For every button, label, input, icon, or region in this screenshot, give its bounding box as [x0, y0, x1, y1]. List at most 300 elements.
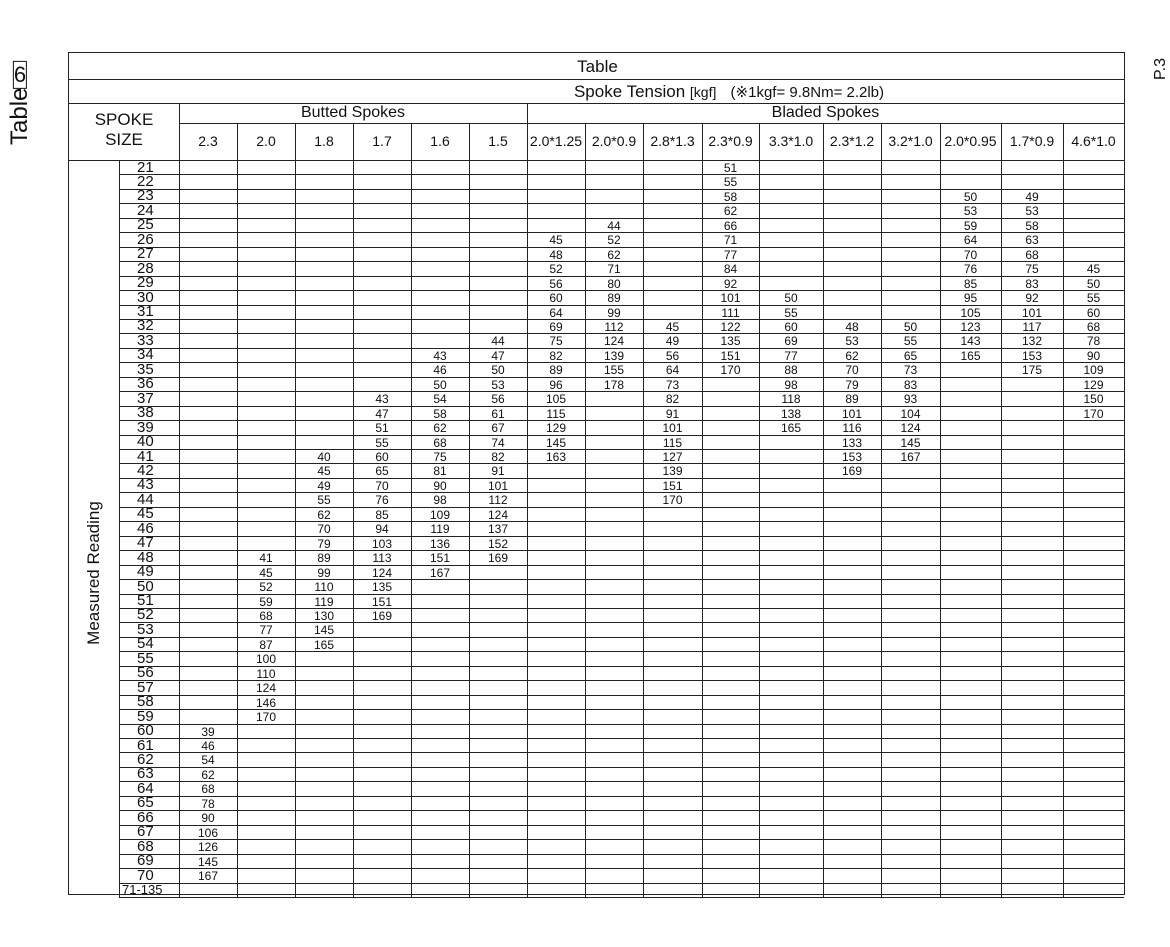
column-header: 2.8*1.3 — [650, 133, 695, 149]
row-rule — [119, 781, 1124, 782]
row-reading: 62 — [137, 750, 154, 768]
table-cell: 178 — [603, 377, 625, 392]
table-cell: 105 — [545, 392, 567, 407]
rule-group — [179, 123, 1124, 124]
table-cell: 48 — [549, 247, 563, 262]
row-reading: 36 — [137, 375, 154, 393]
table-cell: 66 — [723, 218, 738, 233]
row-reading: 54 — [137, 635, 154, 653]
row-rule — [119, 435, 1124, 436]
table-cell: 55 — [317, 493, 331, 508]
row-rule — [119, 478, 1124, 479]
table-cell: 52 — [549, 262, 563, 277]
row-reading: 53 — [137, 620, 154, 638]
table-cell: 54 — [433, 392, 447, 407]
table-cell: 68 — [1086, 319, 1101, 334]
table-cell: 78 — [201, 796, 215, 811]
column-header: 1.8 — [314, 133, 334, 149]
table-cell: 103 — [371, 536, 393, 551]
row-reading: 47 — [137, 534, 154, 552]
table-cell: 146 — [255, 695, 277, 710]
table-cell: 82 — [549, 348, 563, 363]
row-reading: 41 — [137, 447, 154, 465]
table-cell: 51 — [375, 421, 389, 436]
column-header: 2.0*0.9 — [591, 133, 637, 149]
table-cell: 65 — [903, 348, 918, 363]
table-cell: 163 — [545, 450, 567, 464]
column-header: 1.6 — [430, 133, 450, 149]
table-cell: 41 — [259, 551, 273, 566]
table-cell: 83 — [1025, 276, 1039, 291]
row-reading: 38 — [137, 404, 154, 422]
table-cell: 91 — [491, 464, 505, 479]
table-cell: 124 — [255, 681, 277, 696]
table-cell: 83 — [903, 377, 918, 392]
table-cell: 151 — [371, 594, 393, 609]
table-cell: 45 — [259, 565, 273, 580]
table-cell: 79 — [845, 377, 859, 392]
table-cell: 49 — [317, 478, 331, 493]
table-cell: 56 — [549, 276, 563, 291]
row-rule — [119, 174, 1124, 175]
table-cell: 81 — [433, 464, 447, 479]
table-cell: 45 — [665, 319, 680, 334]
table-cell: 98 — [433, 493, 447, 508]
row-rule — [119, 738, 1124, 739]
table-subtitle — [529, 82, 929, 102]
table-cell: 40 — [317, 450, 331, 464]
table-cell: 49 — [1025, 189, 1039, 204]
table-cell: 152 — [487, 536, 509, 551]
row-reading: 45 — [137, 505, 154, 523]
table-cell: 55 — [784, 305, 798, 320]
table-cell: 167 — [197, 869, 219, 884]
table-cell: 169 — [487, 551, 509, 566]
table-cell: 124 — [900, 421, 921, 436]
row-rule — [119, 854, 1124, 855]
table-cell: 71 — [607, 262, 621, 277]
table-cell: 46 — [433, 363, 447, 378]
table-cell: 73 — [903, 363, 918, 378]
table-cell: 51 — [723, 161, 738, 175]
row-reading: 71-135 — [122, 882, 163, 897]
table-cell: 46 — [201, 739, 215, 753]
table-cell: 50 — [784, 291, 798, 306]
column-header: 2.0*1.25 — [529, 133, 583, 149]
row-rule — [119, 752, 1124, 753]
column-header: 4.6*1.0 — [1071, 133, 1116, 149]
column-header: 2.0*0.95 — [944, 133, 997, 149]
table-cell: 60 — [549, 291, 563, 306]
table-cell: 155 — [603, 363, 625, 378]
row-reading: 42 — [137, 461, 154, 479]
row-rule — [119, 449, 1124, 450]
column-header: 1.7 — [372, 133, 392, 149]
table-cell: 55 — [1086, 291, 1101, 306]
row-rule — [119, 492, 1124, 493]
table-cell: 167 — [429, 565, 451, 580]
table-cell: 165 — [960, 348, 981, 363]
table-cell: 55 — [375, 435, 389, 450]
table-cell: 63 — [1025, 233, 1039, 248]
table-cell: 60 — [1086, 305, 1101, 320]
table-cell: 92 — [723, 276, 738, 291]
row-reading: 30 — [137, 288, 154, 306]
table-cell: 62 — [317, 507, 331, 522]
table-cell: 62 — [607, 247, 621, 262]
table-cell: 62 — [201, 767, 215, 782]
table-cell: 84 — [723, 262, 738, 277]
row-reading: 22 — [137, 172, 154, 190]
row-rule — [119, 868, 1124, 869]
table-cell: 111 — [721, 305, 740, 320]
table-cell: 90 — [1086, 348, 1101, 363]
table-cell: 68 — [433, 435, 447, 450]
table-cell: 60 — [375, 450, 389, 464]
column-header: 2.0 — [256, 133, 276, 149]
table-cell: 133 — [841, 435, 863, 450]
table-cell: 116 — [842, 421, 862, 436]
table-cell: 110 — [256, 666, 276, 681]
spoke-size-line-2: SIZE — [105, 130, 143, 149]
table-cell: 80 — [607, 276, 621, 291]
table-cell: 44 — [607, 218, 621, 233]
row-rule — [119, 883, 1124, 884]
table-cell: 117 — [1022, 319, 1042, 334]
table-cell: 47 — [491, 348, 505, 363]
table-cell: 52 — [259, 580, 273, 595]
row-reading: 49 — [137, 563, 154, 581]
row-rule — [119, 507, 1124, 508]
row-reading: 60 — [137, 722, 154, 740]
group-header: Butted Spokes — [300, 104, 406, 121]
table-cell: 85 — [375, 507, 389, 522]
table-cell: 145 — [313, 623, 335, 638]
page-number: P.3 — [1152, 58, 1169, 80]
table-cell: 175 — [1021, 363, 1043, 378]
table-cell: 115 — [662, 435, 683, 450]
table-cell: 132 — [1021, 334, 1043, 349]
table-cell: 50 — [433, 377, 447, 392]
table-cell: 77 — [723, 247, 738, 262]
row-rule — [119, 463, 1124, 464]
row-rule — [119, 810, 1124, 811]
row-reading: 46 — [137, 519, 154, 537]
table-cell: 94 — [375, 522, 389, 537]
table-cell: 129 — [1083, 377, 1104, 392]
table-cell: 75 — [1025, 262, 1039, 277]
table-cell: 50 — [491, 363, 505, 378]
column-header: 1.7*0.9 — [1009, 133, 1055, 149]
table-cell: 105 — [960, 305, 981, 320]
table-cell: 76 — [375, 493, 389, 508]
table-cell: 62 — [723, 204, 738, 219]
table-cell: 124 — [603, 334, 625, 349]
table-cell: 69 — [549, 319, 563, 334]
row-reading: 29 — [137, 274, 154, 292]
table-cell: 137 — [487, 522, 509, 537]
column-header: 1.5 — [488, 133, 508, 149]
table-cell: 123 — [960, 319, 981, 334]
row-rule — [119, 767, 1124, 768]
table-cell: 56 — [491, 392, 505, 407]
table-cell: 64 — [665, 363, 680, 378]
table-cell: 139 — [603, 348, 625, 363]
table-cell: 99 — [607, 305, 621, 320]
column-header: 3.2*1.0 — [888, 133, 933, 149]
table-cell: 73 — [665, 377, 680, 392]
table-cell: 77 — [784, 348, 798, 363]
table-cell: 43 — [433, 348, 447, 363]
table-cell: 53 — [963, 204, 978, 219]
table-cell: 113 — [372, 551, 392, 566]
table-cell: 169 — [841, 464, 863, 479]
group-header: Bladed Spokes — [771, 104, 880, 121]
table-cell: 59 — [963, 218, 978, 233]
table-cell: 170 — [255, 710, 277, 725]
row-reading: 70 — [137, 866, 154, 884]
row-reading: 55 — [137, 649, 154, 667]
table-cell: 70 — [963, 247, 978, 262]
table-cell: 58 — [433, 406, 447, 421]
table-cell: 101 — [487, 478, 509, 493]
row-reading: 61 — [137, 736, 154, 754]
table-cell: 109 — [1083, 363, 1104, 378]
table-cell: 99 — [317, 565, 331, 580]
table-cell: 64 — [549, 305, 563, 320]
table-cell: 64 — [963, 233, 978, 248]
row-rule — [119, 825, 1124, 826]
table-cell: 70 — [317, 522, 331, 537]
table-cell: 170 — [720, 363, 741, 378]
table-cell: 98 — [784, 377, 798, 392]
table-cell: 95 — [963, 291, 978, 306]
row-reading: 64 — [137, 779, 154, 797]
table-cell: 89 — [317, 551, 331, 566]
table-cell: 106 — [197, 825, 219, 840]
table-cell: 104 — [900, 406, 921, 421]
table-cell: 129 — [545, 421, 567, 436]
table-cell: 61 — [491, 406, 505, 421]
table-cell: 82 — [665, 392, 680, 407]
table-cell: 96 — [549, 377, 563, 392]
table-cell: 151 — [720, 348, 741, 363]
table-cell: 75 — [549, 334, 563, 349]
table-cell: 49 — [665, 334, 680, 349]
table-cell: 112 — [488, 493, 508, 508]
side-table-label — [6, 61, 34, 145]
row-rule — [119, 406, 1124, 407]
row-rule — [119, 839, 1124, 840]
row-reading: 51 — [137, 592, 154, 609]
row-reading: 21 — [137, 158, 154, 176]
table-cell: 126 — [197, 840, 219, 855]
table-cell: 55 — [723, 175, 738, 190]
table-cell: 54 — [201, 753, 215, 768]
row-reading: 27 — [137, 245, 154, 263]
subtitle-unit: [kgf] — [689, 84, 717, 100]
row-reading: 57 — [137, 678, 154, 696]
table-cell: 124 — [487, 507, 509, 522]
spoke-size-line-1: SPOKE — [94, 110, 154, 129]
row-reading: 56 — [137, 664, 154, 682]
table-cell: 122 — [720, 319, 741, 334]
row-reading: 58 — [137, 693, 154, 711]
table-cell: 119 — [430, 522, 450, 537]
table-cell: 93 — [903, 392, 918, 407]
column-header: 2.3*0.9 — [708, 133, 753, 149]
table-cell: 170 — [662, 493, 683, 508]
side-table-number: 6 — [13, 61, 27, 87]
table-cell: 48 — [845, 319, 859, 334]
row-reading: 24 — [137, 201, 154, 219]
table-cell: 143 — [960, 334, 981, 349]
rule-header-bottom — [69, 160, 1124, 161]
table-cell: 58 — [1025, 218, 1039, 233]
table-cell: 50 — [963, 189, 978, 204]
table-cell: 59 — [259, 594, 273, 609]
row-rule — [119, 536, 1124, 537]
table-cell: 71 — [723, 233, 738, 248]
subtitle-note: (※1kgf= 9.8Nm= 2.2lb) — [730, 84, 885, 101]
row-reading: 26 — [137, 230, 154, 248]
row-reading: 37 — [137, 389, 154, 407]
table-cell: 68 — [259, 608, 273, 623]
table-cell: 68 — [1025, 247, 1039, 262]
table-cell: 127 — [662, 450, 683, 464]
table-cell: 76 — [963, 262, 978, 277]
table-cell: 151 — [429, 551, 451, 566]
subtitle-main: Spoke Tension — [573, 82, 686, 101]
table-cell: 92 — [1025, 291, 1039, 306]
row-reading: 67 — [137, 823, 154, 841]
row-reading: 48 — [137, 548, 154, 566]
side-table-label-text: Table — [6, 87, 33, 145]
column-header: 2.3*1.2 — [829, 133, 875, 149]
table-cell: 90 — [433, 478, 447, 493]
table-cell: 85 — [963, 276, 978, 291]
table-cell: 118 — [781, 392, 801, 407]
table-cell: 100 — [255, 652, 277, 667]
table-cell: 136 — [429, 536, 451, 551]
table-cell: 151 — [662, 478, 683, 493]
row-reading: 31 — [137, 303, 154, 320]
table-cell: 138 — [780, 406, 802, 421]
table-cell: 55 — [903, 334, 918, 349]
row-reading: 66 — [137, 808, 154, 826]
spoke-tension-table — [68, 52, 1125, 895]
column-header: 3.3*1.0 — [768, 133, 814, 149]
row-reading: 23 — [137, 187, 154, 205]
table-cell: 145 — [545, 435, 567, 450]
table-cell: 145 — [900, 435, 921, 450]
row-reading: 40 — [137, 433, 154, 451]
row-rule — [119, 521, 1124, 522]
table-cell: 45 — [317, 464, 331, 479]
table-cell: 62 — [845, 348, 859, 363]
row-reading: 52 — [137, 606, 154, 624]
table-cell: 109 — [429, 507, 451, 522]
table-cell: 58 — [723, 189, 738, 204]
row-reading: 69 — [137, 852, 154, 870]
table-cell: 43 — [375, 392, 389, 407]
table-cell: 67 — [491, 421, 505, 436]
row-reading: 50 — [137, 577, 154, 595]
table-cell: 139 — [662, 464, 683, 479]
table-cell: 39 — [201, 724, 215, 739]
table-cell: 70 — [845, 363, 859, 378]
table-title: Table — [577, 57, 618, 76]
row-reading: 33 — [137, 331, 154, 349]
table-cell: 74 — [491, 435, 505, 450]
table-cell: 101 — [841, 406, 863, 421]
table-cell: 130 — [313, 608, 335, 623]
table-cell: 153 — [841, 450, 863, 464]
table-cell: 165 — [313, 637, 335, 652]
table-cell: 45 — [1086, 262, 1101, 277]
row-reading: 32 — [137, 317, 154, 335]
table-cell: 56 — [665, 348, 680, 363]
measured-reading-label: Measured Reading — [84, 501, 103, 645]
table-cell: 153 — [1021, 348, 1043, 363]
table-cell: 91 — [665, 406, 680, 421]
row-reading: 35 — [137, 360, 154, 378]
row-reading: 68 — [137, 837, 154, 855]
row-reading: 39 — [137, 418, 154, 436]
table-cell: 62 — [433, 421, 447, 436]
table-cell: 169 — [371, 608, 393, 623]
row-reading: 28 — [137, 259, 154, 277]
table-cell: 65 — [375, 464, 389, 479]
rule-reading — [119, 160, 120, 897]
table-cell: 47 — [375, 406, 389, 421]
row-reading: 44 — [137, 490, 154, 508]
table-cell: 124 — [371, 565, 393, 580]
table-cell: 87 — [259, 637, 273, 652]
table-cell: 70 — [375, 478, 389, 493]
table-cell: 135 — [371, 580, 393, 595]
table-cell: 89 — [549, 363, 563, 378]
row-reading: 25 — [137, 216, 154, 234]
table-cell: 89 — [607, 291, 621, 306]
row-rule — [119, 796, 1124, 797]
table-cell: 68 — [201, 782, 215, 797]
row-reading: 63 — [137, 765, 154, 783]
table-cell: 53 — [845, 334, 859, 349]
row-reading: 43 — [137, 476, 154, 494]
row-reading: 65 — [137, 794, 154, 812]
row-rule — [119, 897, 1124, 898]
table-cell: 52 — [607, 233, 621, 248]
table-cell: 115 — [546, 406, 566, 421]
table-cell: 45 — [549, 233, 563, 248]
table-cell: 44 — [491, 334, 505, 349]
row-reading: 59 — [137, 707, 154, 725]
table-cell: 77 — [259, 623, 273, 638]
table-cell: 53 — [1025, 204, 1039, 219]
table-cell: 101 — [662, 421, 683, 436]
table-cell: 78 — [1086, 334, 1101, 349]
table-cell: 150 — [1083, 392, 1104, 407]
row-rule — [119, 420, 1124, 421]
table-cell: 89 — [845, 392, 859, 407]
table-cell: 167 — [900, 450, 921, 464]
table-cell: 79 — [317, 536, 331, 551]
table-cell: 69 — [784, 334, 798, 349]
table-cell: 50 — [1086, 276, 1101, 291]
row-reading: 34 — [137, 346, 154, 364]
column-header: 2.3 — [198, 133, 218, 149]
